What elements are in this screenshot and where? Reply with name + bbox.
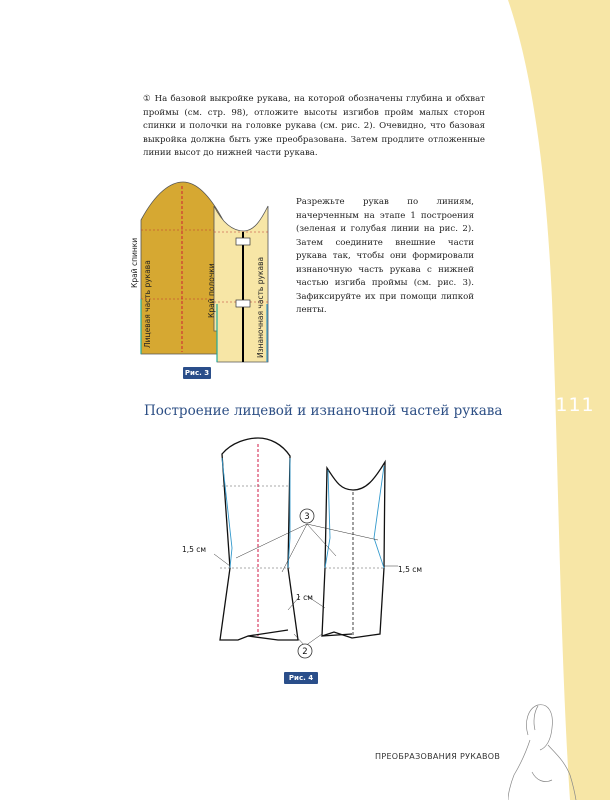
outer-part-label: Лицевая часть рукава: [143, 260, 152, 348]
inner-part-label: Изнаночная часть рукава: [256, 256, 265, 358]
intro-paragraph: [143, 93, 485, 161]
front-sleeve-piece: [220, 438, 298, 640]
intro-text: На базовой выкройке рукава, на которой обозначены глубина и обхват проймы (см. стр. 98), отложите высоты изгибов пройм малых сторон спинки и полочки на головке рукава (см. рис. 2). Очевидно, что базовая выкройка должна быть уже преобразована. Затем продлите отложенные линии высот до нижней части рукава.: [143, 94, 485, 158]
figure-4: [170, 428, 470, 668]
section-title: Построение лицевой и изнаночной частей рукава: [144, 403, 503, 419]
right-offset-label: 1,5 см: [398, 565, 423, 574]
back-edge-label: Край спинки: [130, 237, 139, 288]
figure-3: [126, 176, 286, 376]
step-3-number: 3: [304, 512, 310, 522]
figure-4-label: Рис. 4: [284, 672, 318, 684]
step-marker: ①: [143, 94, 152, 104]
step-2-number: 2: [302, 647, 308, 657]
front-edge-label: Край полочки: [207, 263, 216, 318]
page-number: 111: [555, 394, 595, 416]
left-offset-label: 1,5 см: [182, 545, 207, 554]
under-sleeve-piece: [322, 462, 385, 638]
figure-3-label: Рис. 3: [184, 369, 210, 377]
chapter-footer: ПРЕОБРАЗОВАНИЯ РУКАВОВ: [375, 752, 501, 761]
figure-3-description: Разрежьте рукав по линиям, начерченным на этапе 1 построения (зеленая и голубая линии на рис. 2). Затем соедините внешние части рукава так, чтобы они формировали изнаночную часть рукава с нижней частью изгиба проймы (см. рис. 3). Зафиксируйте их при помощи липкой ленты.: [296, 197, 474, 315]
center-offset-label: 1 см: [296, 593, 313, 602]
